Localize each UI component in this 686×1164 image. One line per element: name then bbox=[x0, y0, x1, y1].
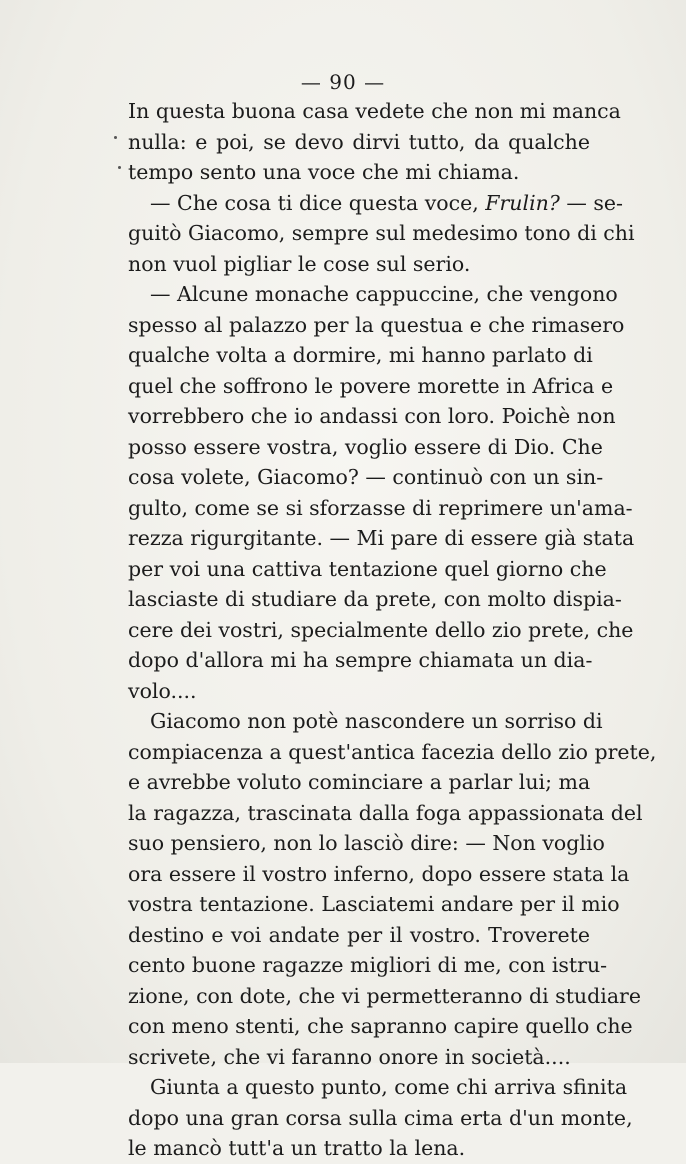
text-line: cere dei vostri, specialmente dello zio prete, che bbox=[128, 617, 634, 642]
text-line: suo pensiero, non lo lasciò dire: — Non voglio bbox=[128, 831, 605, 855]
text-line: nulla: e poi, se devo dirvi tutto, da qualche bbox=[128, 129, 590, 154]
text-line: scrivete, che vi faranno onore in società.... bbox=[128, 1044, 571, 1069]
text-line: rezza rigurgitante. — Mi pare di essere già stata bbox=[128, 526, 635, 550]
print-speck bbox=[118, 166, 121, 169]
text-line: spesso al palazzo per la questua e che rimasero bbox=[128, 312, 625, 337]
text-line: vorrebbero che io andassi con loro. Poichè non bbox=[128, 404, 616, 428]
text-line: ora essere il vostro inferno, dopo essere stata la bbox=[128, 861, 630, 886]
text-line: non vuol pigliar le cose sul serio. bbox=[128, 251, 471, 276]
text-line: quel che soffrono le povere morette in Africa e bbox=[128, 373, 614, 398]
print-speck bbox=[114, 136, 117, 139]
text-line: — Che cosa ti dice questa voce, Frulin? — se- bbox=[150, 190, 623, 215]
page-number: — 90 — bbox=[300, 70, 386, 94]
text-line: per voi una cattiva tentazione quel giorno che bbox=[128, 556, 607, 581]
italic-word: Frulin? bbox=[485, 190, 560, 215]
text-line: Giacomo non potè nascondere un sorriso di bbox=[150, 709, 603, 733]
text-line: gulto, come se si sforzasse di reprimere un'ama- bbox=[128, 495, 633, 520]
text-line: con meno stenti, che sapranno capire quello che bbox=[128, 1014, 633, 1038]
text-line: cosa volete, Giacomo? — continuò con un sin- bbox=[128, 465, 604, 489]
text-line: e avrebbe voluto cominciare a parlar lui; ma bbox=[128, 770, 591, 794]
text-line: vostra tentazione. Lasciatemi andare per il mio bbox=[128, 892, 620, 916]
body-text bbox=[128, 96, 657, 1164]
text-line: cento buone ragazze migliori di me, con istru- bbox=[128, 953, 608, 977]
text-line: In questa buona casa vedete che non mi manca bbox=[128, 99, 621, 123]
text-line: tempo sento una voce che mi chiama. bbox=[128, 160, 520, 184]
text-line: le mancò tutt'a un tratto la lena. bbox=[128, 1136, 466, 1160]
text-line: posso essere vostra, voglio essere di Dio. Che bbox=[128, 434, 603, 459]
text-line: compiacenza a quest'antica facezia dello zio prete, bbox=[128, 739, 657, 764]
text-line: destino e voi andate per il vostro. Troverete bbox=[128, 922, 590, 947]
text-line: dopo d'allora mi ha sempre chiamata un dia- bbox=[128, 648, 593, 672]
text-line: Giunta a questo punto, come chi arriva sfinita bbox=[150, 1075, 628, 1099]
text-line: — Alcune monache cappuccine, che vengono bbox=[150, 282, 618, 306]
text-line: la ragazza, trascinata dalla foga appassionata del bbox=[128, 800, 643, 825]
text-line: volo.... bbox=[128, 678, 197, 703]
text-line: dopo una gran corsa sulla cima erta d'un monte, bbox=[128, 1105, 633, 1130]
text-line: qualche volta a dormire, mi hanno parlato di bbox=[128, 343, 593, 367]
text-line: lasciaste di studiare da prete, con molto dispia- bbox=[128, 587, 622, 611]
text-line: zione, con dote, che vi permetteranno di studiare bbox=[128, 983, 641, 1008]
text-line: guitò Giacomo, sempre sul medesimo tono di chi bbox=[128, 221, 635, 245]
